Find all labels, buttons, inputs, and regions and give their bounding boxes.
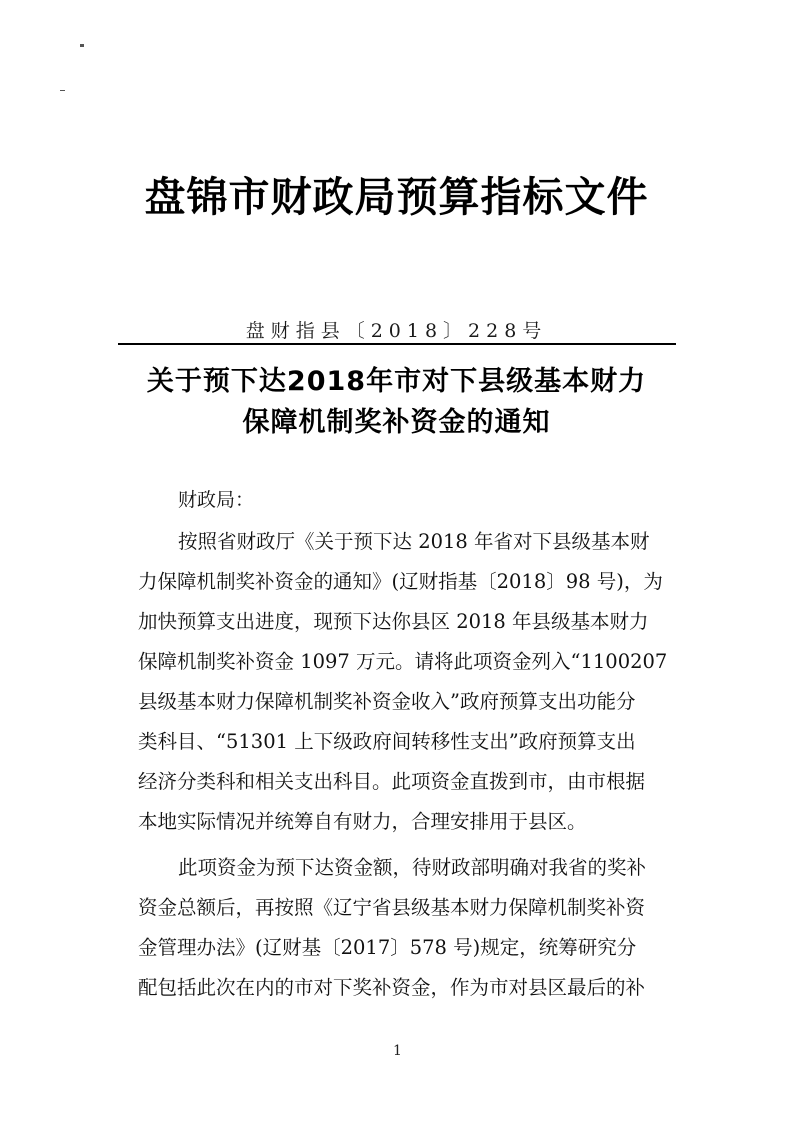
scan-speck	[60, 90, 65, 91]
body-line: 配包括此次在内的市对下奖补资金，作为市对县区最后的补	[138, 976, 646, 999]
body-line: 金管理办法》(辽财基〔2017〕578 号)规定，统筹研究分	[138, 936, 637, 959]
body-line: 力保障机制奖补资金的通知》(辽财指基〔2018〕98 号)，为	[138, 570, 663, 593]
body-line: 按照省财政厅《关于预下达 2018 年省对下县级基本财	[178, 530, 650, 553]
document-title-line-1: 关于预下达2018年市对下县级基本财力	[146, 366, 647, 397]
body-line: 加快预算支出进度，现预下达你县区 2018 年县级基本财力	[138, 610, 649, 633]
body-line: 此项资金为预下达资金额，待财政部明确对我省的奖补	[178, 856, 647, 879]
body-line: 县级基本财力保障机制奖补资金收入”政府预算支出功能分	[138, 690, 636, 713]
salutation: 财政局：	[178, 489, 255, 511]
body-line: 类科目、“51301 上下级政府间转移性支出”政府预算支出	[138, 730, 636, 753]
body-line: 保障机制奖补资金 1097 万元。请将此项资金列入“1100207	[138, 650, 668, 673]
header-divider	[118, 343, 676, 345]
scan-speck	[80, 44, 84, 47]
body-line: 资金总额后，再按照《辽宁省县级基本财力保障机制奖补资	[138, 896, 646, 919]
issuer-header: 盘锦市财政局预算指标文件	[144, 173, 649, 221]
body-line: 本地实际情况并统筹自有财力，合理安排用于县区。	[138, 810, 587, 833]
document-number: 盘财指县〔2018〕228号	[245, 320, 548, 342]
body-line: 经济分类科和相关支出科目。此项资金直拨到市，由市根据	[138, 770, 646, 793]
document-title-line-2: 保障机制奖补资金的通知	[242, 407, 551, 438]
page-number: 1	[393, 1043, 402, 1059]
